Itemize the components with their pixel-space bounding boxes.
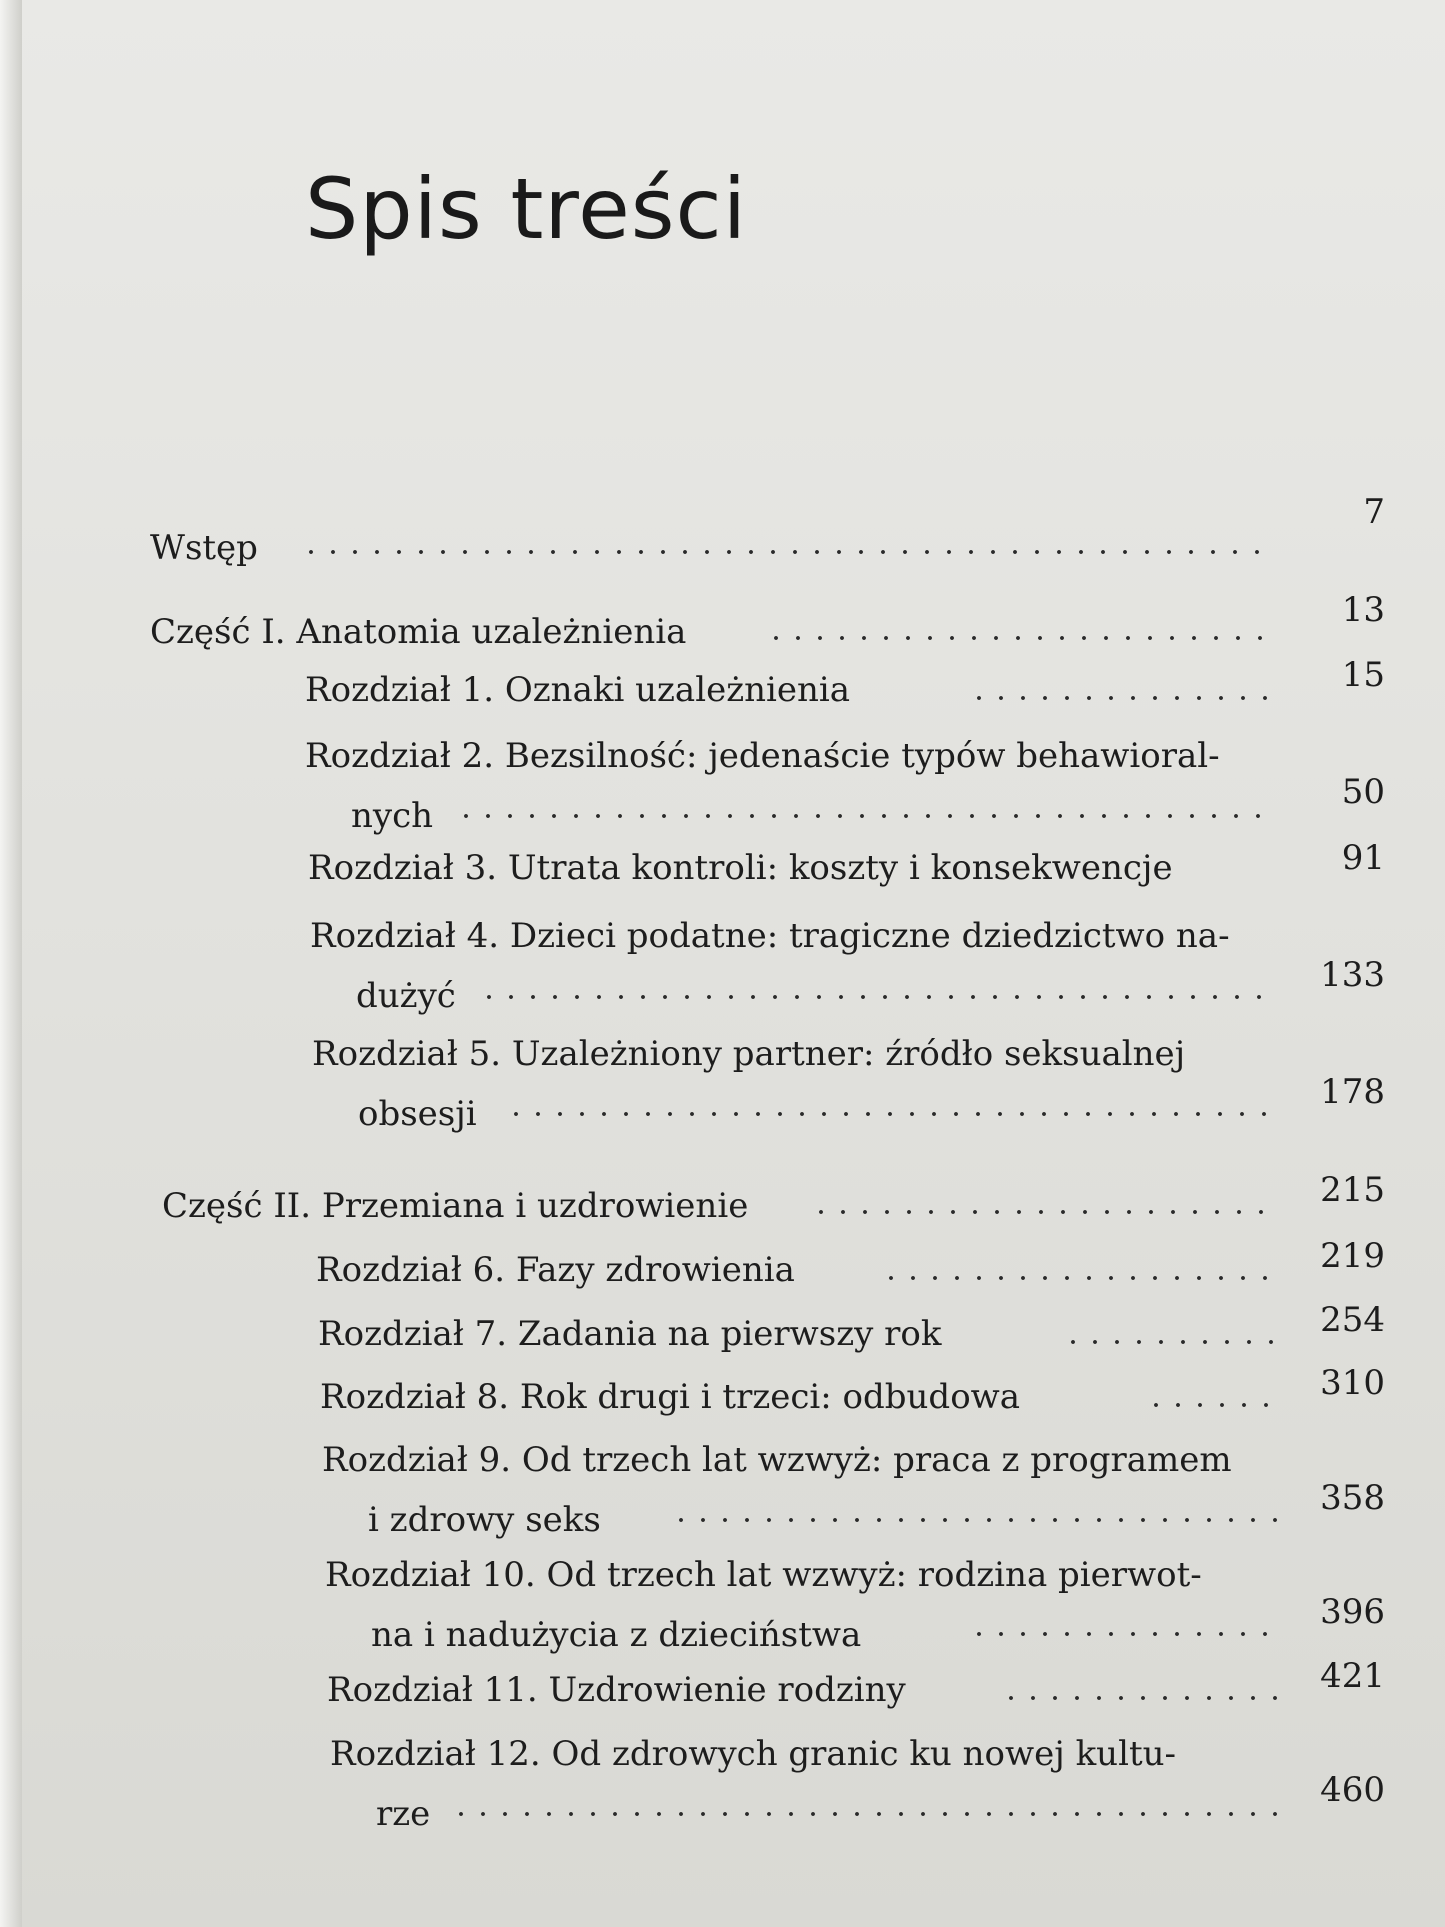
dot-leader — [450, 1812, 1280, 1816]
page-number: 254 — [1320, 1300, 1385, 1340]
page-number: 460 — [1320, 1770, 1385, 1810]
toc-chapter-7 — [318, 1304, 941, 1364]
dot-leader — [300, 550, 1260, 554]
dot-leader — [478, 995, 1270, 999]
page-number: 13 — [1341, 590, 1385, 630]
entry-text-continued: nych — [351, 796, 434, 836]
page-number: 215 — [1320, 1170, 1385, 1210]
entry-text-continued: na i nadużycia z dzieciństwa — [371, 1615, 862, 1655]
page-number: 421 — [1320, 1656, 1385, 1696]
toc-chapter-1 — [305, 660, 850, 720]
entry-text: Wstęp — [150, 528, 258, 568]
dot-leader — [505, 1112, 1270, 1116]
entry-text-continued: dużyć — [356, 976, 456, 1016]
entry-text: Rozdział 8. Rok drugi i trzeci: odbudowa — [320, 1377, 1021, 1417]
dot-leader — [880, 1276, 1280, 1280]
page-number: 219 — [1320, 1236, 1385, 1276]
entry-text-continued: i zdrowy seks — [368, 1500, 601, 1540]
entry-text: Rozdział 3. Utrata kontroli: koszty i konsekwencje — [308, 848, 1173, 888]
dot-leader — [1000, 1696, 1280, 1700]
toc-part-2 — [162, 1176, 748, 1236]
dot-leader — [1145, 1403, 1280, 1407]
entry-text: Rozdział 12. Od zdrowych granic ku nowej kultu- — [330, 1734, 1176, 1774]
entry-text: Rozdział 10. Od trzech lat wzwyż: rodzina pierwot- — [325, 1555, 1202, 1595]
dot-leader — [670, 1518, 1280, 1522]
page-title: Spis treści — [305, 160, 748, 258]
page-number: 358 — [1320, 1478, 1385, 1518]
toc-chapter-6 — [316, 1240, 795, 1300]
toc-chapter-10 — [325, 1545, 1202, 1665]
entry-text: Rozdział 11. Uzdrowienie rodziny — [327, 1670, 906, 1710]
dot-leader — [810, 1210, 1280, 1214]
page-number: 178 — [1320, 1072, 1385, 1112]
entry-text: Rozdział 7. Zadania na pierwszy rok — [318, 1314, 942, 1354]
page-number: 133 — [1320, 955, 1385, 995]
entry-text: Część II. Przemiana i uzdrowienie — [162, 1186, 749, 1226]
toc-chapter-5 — [312, 1024, 1185, 1144]
toc-part-1 — [150, 602, 686, 662]
entry-text-continued: rze — [376, 1794, 431, 1834]
entry-text: Rozdział 2. Bezsilność: jedenaście typów behawioral- — [305, 736, 1220, 776]
dot-leader — [968, 1632, 1280, 1636]
dot-leader — [1062, 1340, 1280, 1344]
entry-text: Rozdział 1. Oznaki uzależnienia — [305, 670, 851, 710]
toc-chapter-8 — [320, 1367, 1020, 1427]
entry-text: Rozdział 9. Od trzech lat wzwyż: praca z programem — [322, 1440, 1232, 1480]
toc-chapter-11 — [327, 1660, 906, 1720]
page-number: 310 — [1320, 1363, 1385, 1403]
entry-text: Rozdział 5. Uzależniony partner: źródło seksualnej — [312, 1034, 1186, 1074]
entry-text: Rozdział 6. Fazy zdrowienia — [316, 1250, 795, 1290]
dot-leader — [968, 696, 1270, 700]
dot-leader — [765, 636, 1270, 640]
toc-chapter-4 — [310, 906, 1230, 1026]
page-number: 15 — [1341, 655, 1385, 695]
toc-chapter-12 — [330, 1724, 1176, 1844]
entry-text-continued: obsesji — [358, 1094, 477, 1134]
toc-entry-introduction — [150, 518, 258, 578]
toc-chapter-3 — [308, 838, 1173, 898]
entry-text: Część I. Anatomia uzależnienia — [150, 612, 687, 652]
page-number: 91 — [1341, 838, 1385, 878]
dot-leader — [455, 814, 1270, 818]
toc-chapter-2 — [305, 726, 1220, 846]
toc-chapter-9 — [322, 1430, 1232, 1550]
page-number: 396 — [1320, 1592, 1385, 1632]
page-number: 7 — [1363, 492, 1385, 532]
entry-text: Rozdział 4. Dzieci podatne: tragiczne dziedzictwo na- — [310, 916, 1230, 956]
page-number: 50 — [1341, 772, 1385, 812]
